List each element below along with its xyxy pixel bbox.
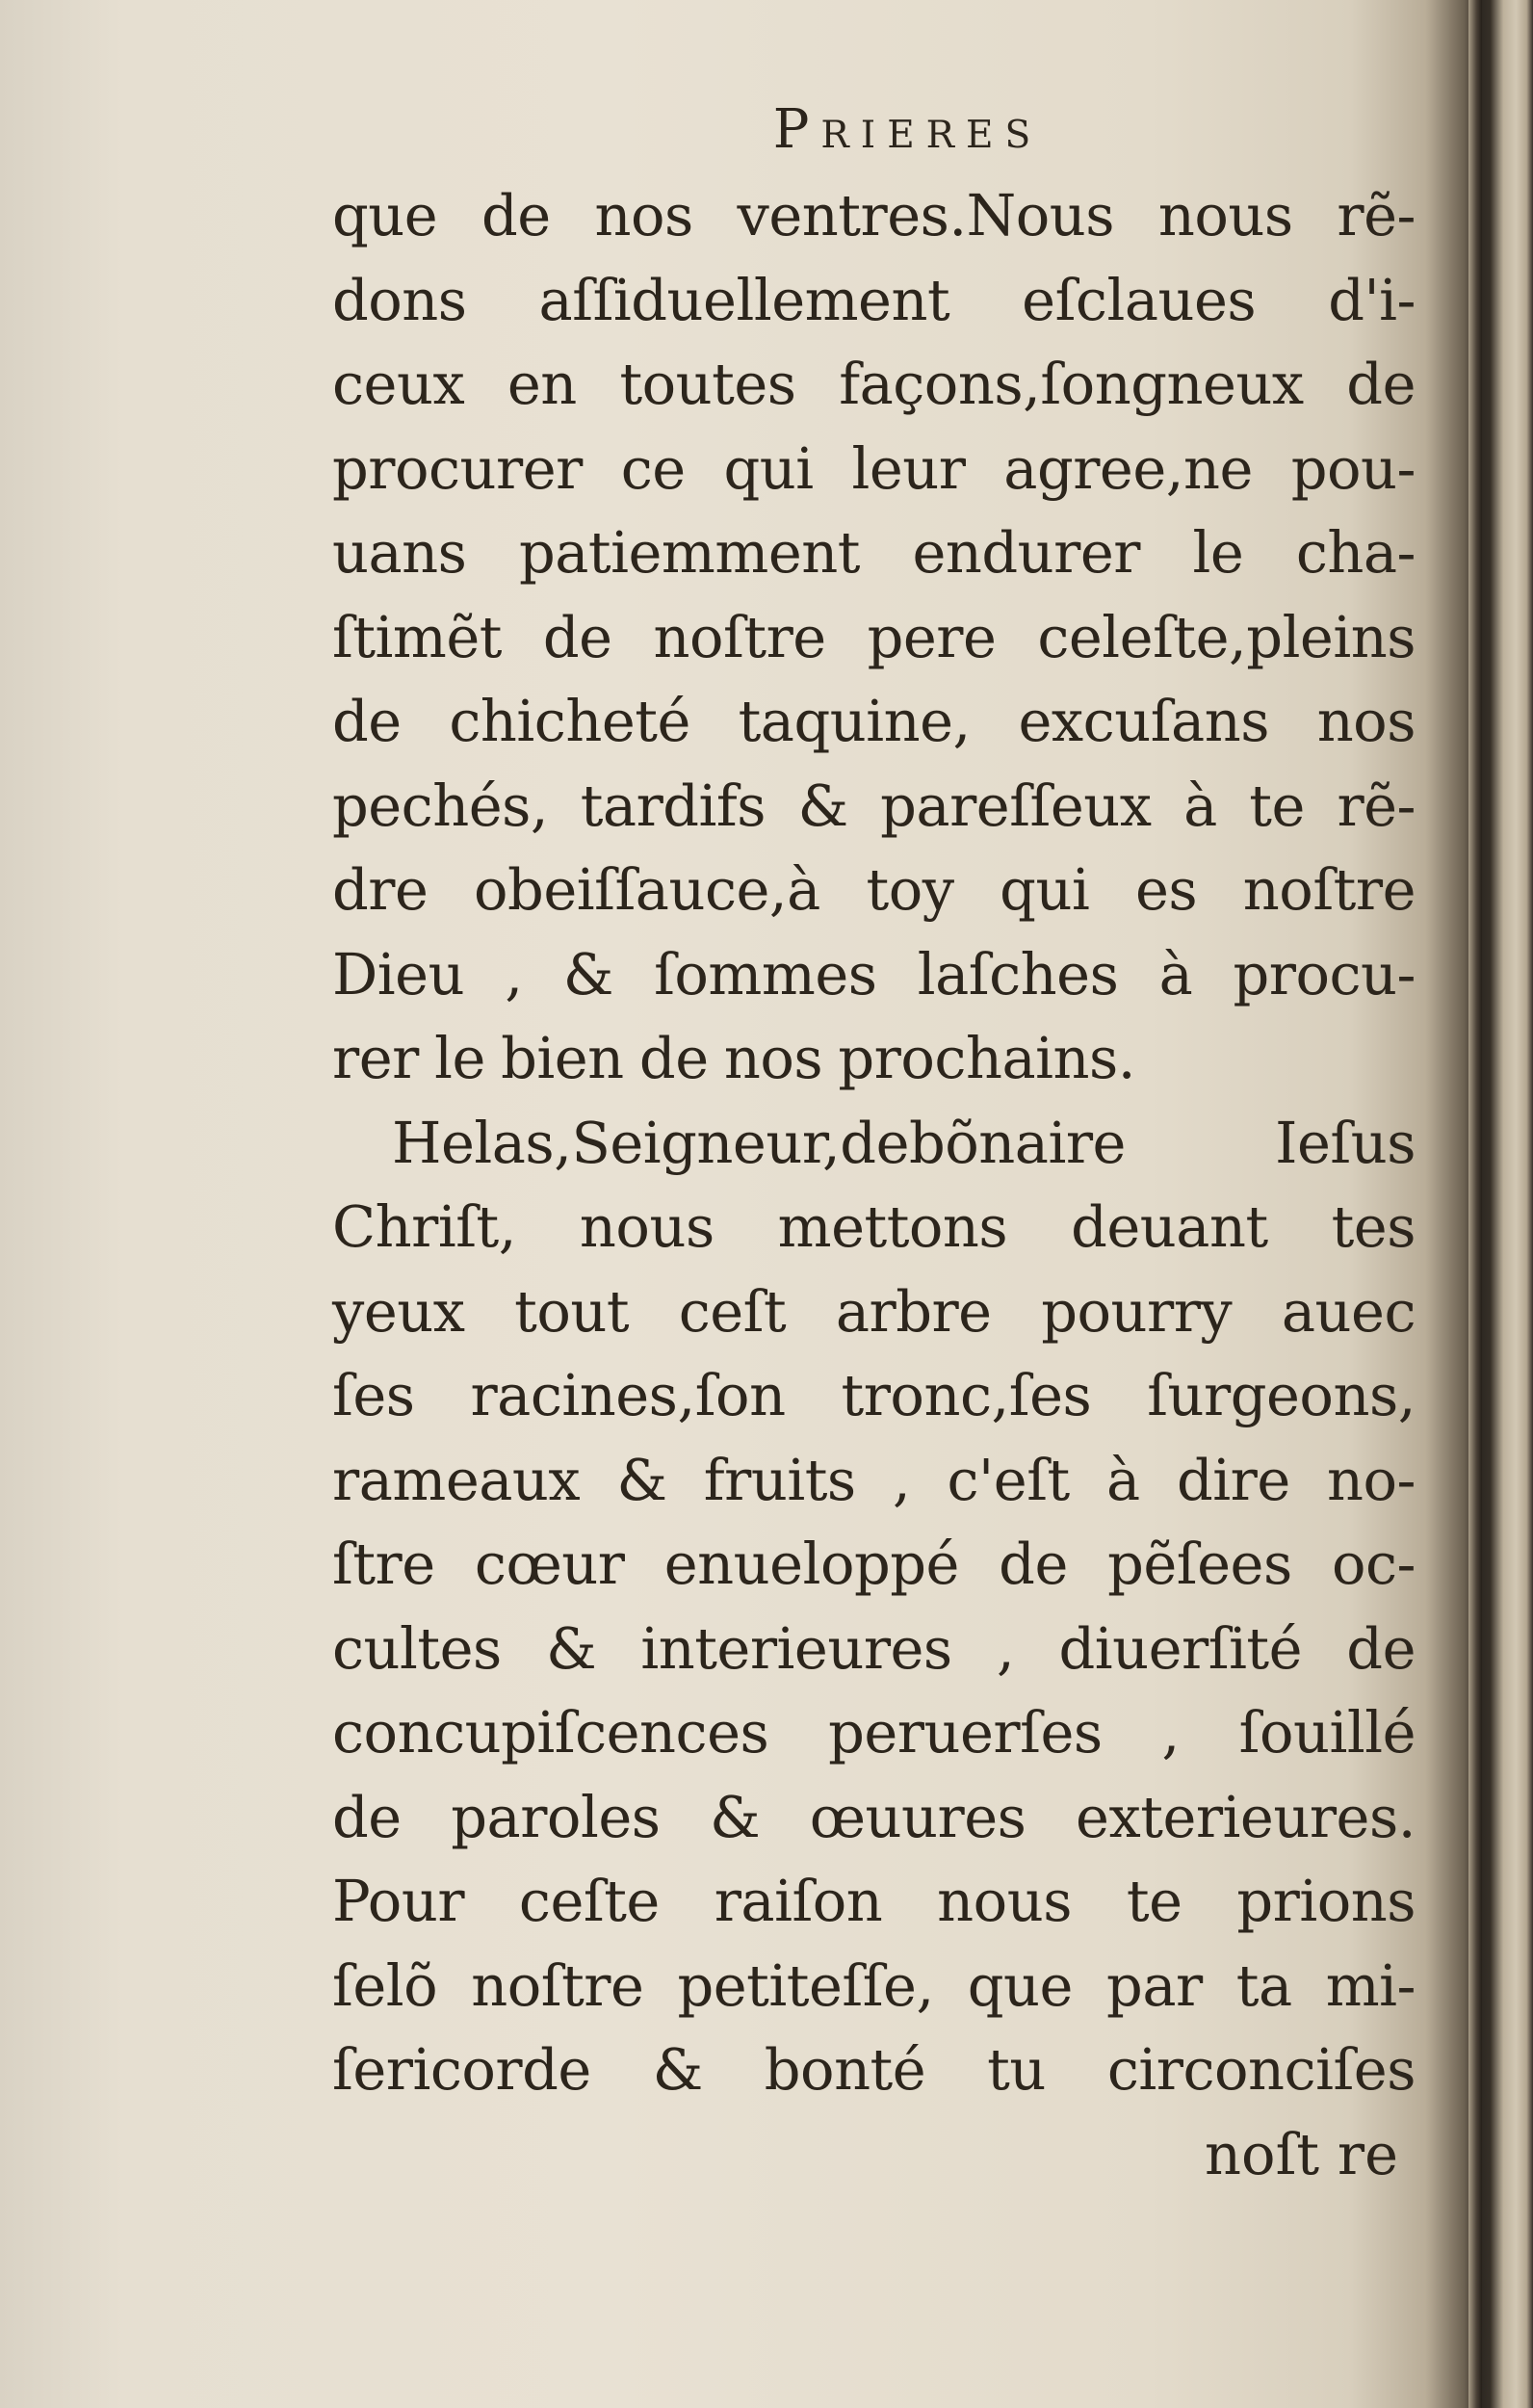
- running-head: Prieres: [772, 98, 1043, 161]
- text-line: dons aſſiduellement eſclaues d'i-: [332, 266, 1416, 333]
- text-line: cultes & interieures , diuerſité de: [332, 1614, 1416, 1682]
- text-line: ſes racines,ſon tronc,ſes ſurgeons,: [332, 1362, 1416, 1428]
- page-text-block: [332, 87, 1416, 2196]
- catchword: noſt re: [1205, 2120, 1398, 2187]
- text-line: Chriſt, nous mettons deuant tes: [332, 1193, 1416, 1260]
- text-line: ſtimẽt de noſtre pere celeſte,pleins: [332, 603, 1416, 670]
- text-line: Dieu , & ſommes laſches à procu-: [332, 940, 1416, 1008]
- text-line: de chicheté taquine, excuſans nos: [332, 688, 1416, 754]
- text-line: Pour ceſte raiſon nous te prions: [332, 1868, 1416, 1934]
- text-line: ceux en toutes façons,ſongneux de: [332, 351, 1416, 417]
- text-line: procurer ce qui leur agree,ne pou-: [332, 434, 1416, 502]
- adjacent-leaf-edge: [1491, 0, 1533, 2408]
- text-line: ſericorde & bonté tu circonciſes: [332, 2036, 1416, 2103]
- text-line: dre obeiſſauce,à toy qui es noſtre: [332, 856, 1416, 923]
- text-line: rameaux & fruits , c'eſt à dire no-: [332, 1446, 1416, 1513]
- text-line: de paroles & œuures exterieures.: [332, 1783, 1416, 1850]
- text-line: ſelõ noſtre petiteſſe, que par ta mi-: [332, 1951, 1416, 2019]
- text-line: ſtre cœur enueloppé de pẽſees oc-: [332, 1531, 1416, 1597]
- text-line: rer le bien de nos prochains.: [332, 1025, 1136, 1091]
- page-gutter-edge: [1468, 0, 1482, 2408]
- text-line: que de nos ventres.Nous nous rẽ-: [332, 182, 1416, 249]
- text-line: concupiſcences peruerſes , ſouillé: [332, 1699, 1416, 1766]
- text-line: uans patiemment endurer le cha-: [332, 519, 1416, 586]
- text-line: pechés, tardifs & pareſſeux à te rẽ-: [332, 772, 1416, 839]
- text-line: yeux tout ceſt arbre pourry auec: [332, 1277, 1416, 1345]
- paragraph-start-line: Helas,Seigneur,debõnaire Ieſus: [392, 1109, 1416, 1176]
